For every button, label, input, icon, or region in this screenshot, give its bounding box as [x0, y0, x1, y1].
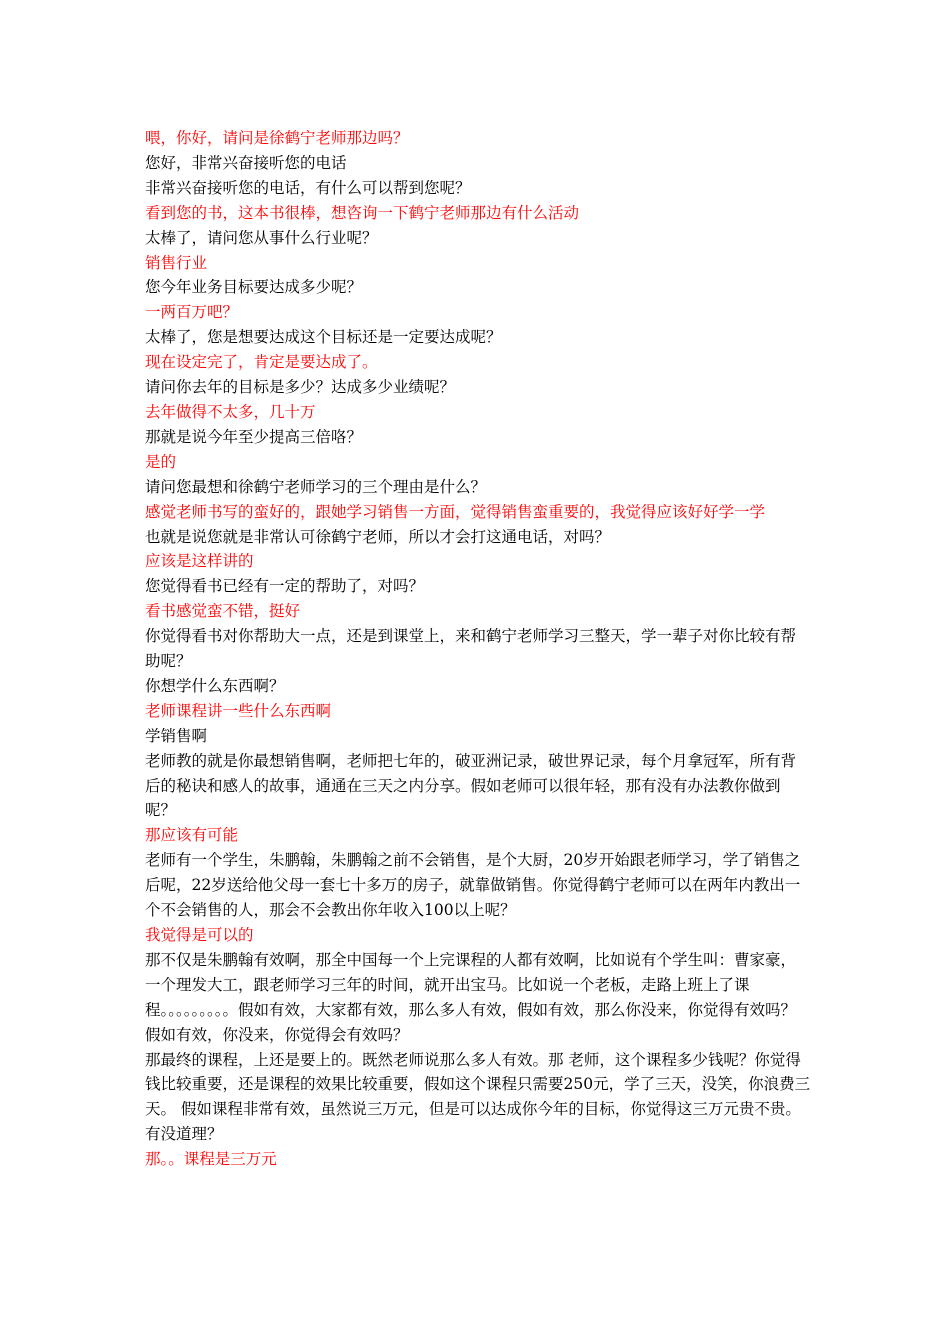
client-line: 现在设定完了，肯定是要达成了。	[145, 353, 378, 372]
client-line: 销售行业	[145, 253, 208, 272]
consultant-line: 您觉得看书已经有一定的帮助了，对吗？	[145, 577, 425, 596]
consultant-line: 请问你去年的目标是多少？达成多少业绩呢？	[145, 378, 456, 397]
client-line: 那应该有可能	[145, 826, 239, 845]
consultant-line: 那最终的课程，上还是要上的。既然老师说那么多人有效。那 老师，这个课程多少钱呢？你觉得钱比较重要，还是课程的效果比较重要，假如这个课程只需要250元，学了三天，没笑，你浪费三天。 假如课程非常有效，虽然说三万元，但是可以达成你今年的目标，你觉得这三万元贵不贵。有没道理？	[145, 1050, 811, 1144]
client-line: 感觉老师书写的蛮好的，跟她学习销售一方面，觉得销售蛮重要的，我觉得应该好好学一学	[145, 502, 766, 521]
client-line: 那。。课程是三万元	[145, 1150, 277, 1169]
client-line: 一两百万吧？	[145, 303, 239, 322]
consultant-line: 你想学什么东西啊？	[145, 676, 285, 695]
consultant-line: 您好，非常兴奋接听您的电话	[145, 153, 347, 172]
client-line: 是的	[145, 452, 177, 471]
consultant-line: 太棒了，您是想要达成这个目标还是一定要达成呢？	[145, 328, 502, 347]
consultant-line: 那就是说今年至少提高三倍咯？	[145, 427, 363, 446]
client-line: 喂，你好，请问是徐鹤宁老师那边吗？	[145, 129, 409, 147]
client-line: 看书感觉蛮不错，挺好	[145, 602, 301, 621]
consultant-line: 请问您最想和徐鹤宁老师学习的三个理由是什么？	[145, 477, 487, 496]
consultant-line: 那不仅是朱鹏翰有效啊，那全中国每一个上完课程的人都有效啊，比如说有个学生叫：曹家豪，一个理发大工，跟老师学习三年的时间，就开出宝马。比如说一个老板，走路上班上了课程。。。。。。。。。假如有效，大家都有效，那么多人有效，假如有效，那么你没来，你觉得有效吗？	[145, 950, 797, 1019]
consultant-line: 老师有一个学生，朱鹏翰，朱鹏翰之前不会销售，是个大厨，20岁开始跟老师学习，学了销售之后呢，22岁送给他父母一套七十多万的房子，就靠做销售。你觉得鹤宁老师可以在两年内教出一个不会销售的人，那会不会教出你年收入100以上呢？	[145, 851, 801, 920]
client-line: 去年做得不太多，几十万	[145, 402, 316, 421]
client-line: 老师课程讲一些什么东西啊	[145, 701, 332, 720]
client-line: 应该是这样讲的	[145, 552, 254, 571]
consultant-line: 老师教的就是你最想销售啊，老师把七年的，破亚洲记录，破世界记录，每个月拿冠军，所有背后的秘诀和感人的故事，通通在三天之内分享。假如老师可以很年轻，那有没有办法教你做到呢？	[145, 751, 797, 820]
consultant-line: 非常兴奋接听您的电话，有什么可以帮到您呢？	[145, 178, 471, 197]
consultant-line: 学销售啊	[145, 726, 208, 745]
consultant-line: 假如有效，你没来，你觉得会有效吗？	[145, 1025, 409, 1044]
client-line: 看到您的书，这本书很棒，想咨询一下鹤宁老师那边有什么活动	[145, 203, 580, 222]
consultant-line: 也就是说您就是非常认可徐鹤宁老师，所以才会打这通电话，对吗？	[145, 527, 611, 546]
client-line: 我觉得是可以的	[145, 926, 254, 944]
consultant-line: 您今年业务目标要达成多少呢？	[145, 278, 363, 297]
dialogue-document	[145, 126, 811, 1172]
consultant-line: 你觉得看书对你帮助大一点，还是到课堂上，来和鹤宁老师学习三整天，学一辈子对你比较有帮助呢？	[145, 627, 797, 671]
consultant-line: 太棒了，请问您从事什么行业呢？	[145, 228, 378, 247]
